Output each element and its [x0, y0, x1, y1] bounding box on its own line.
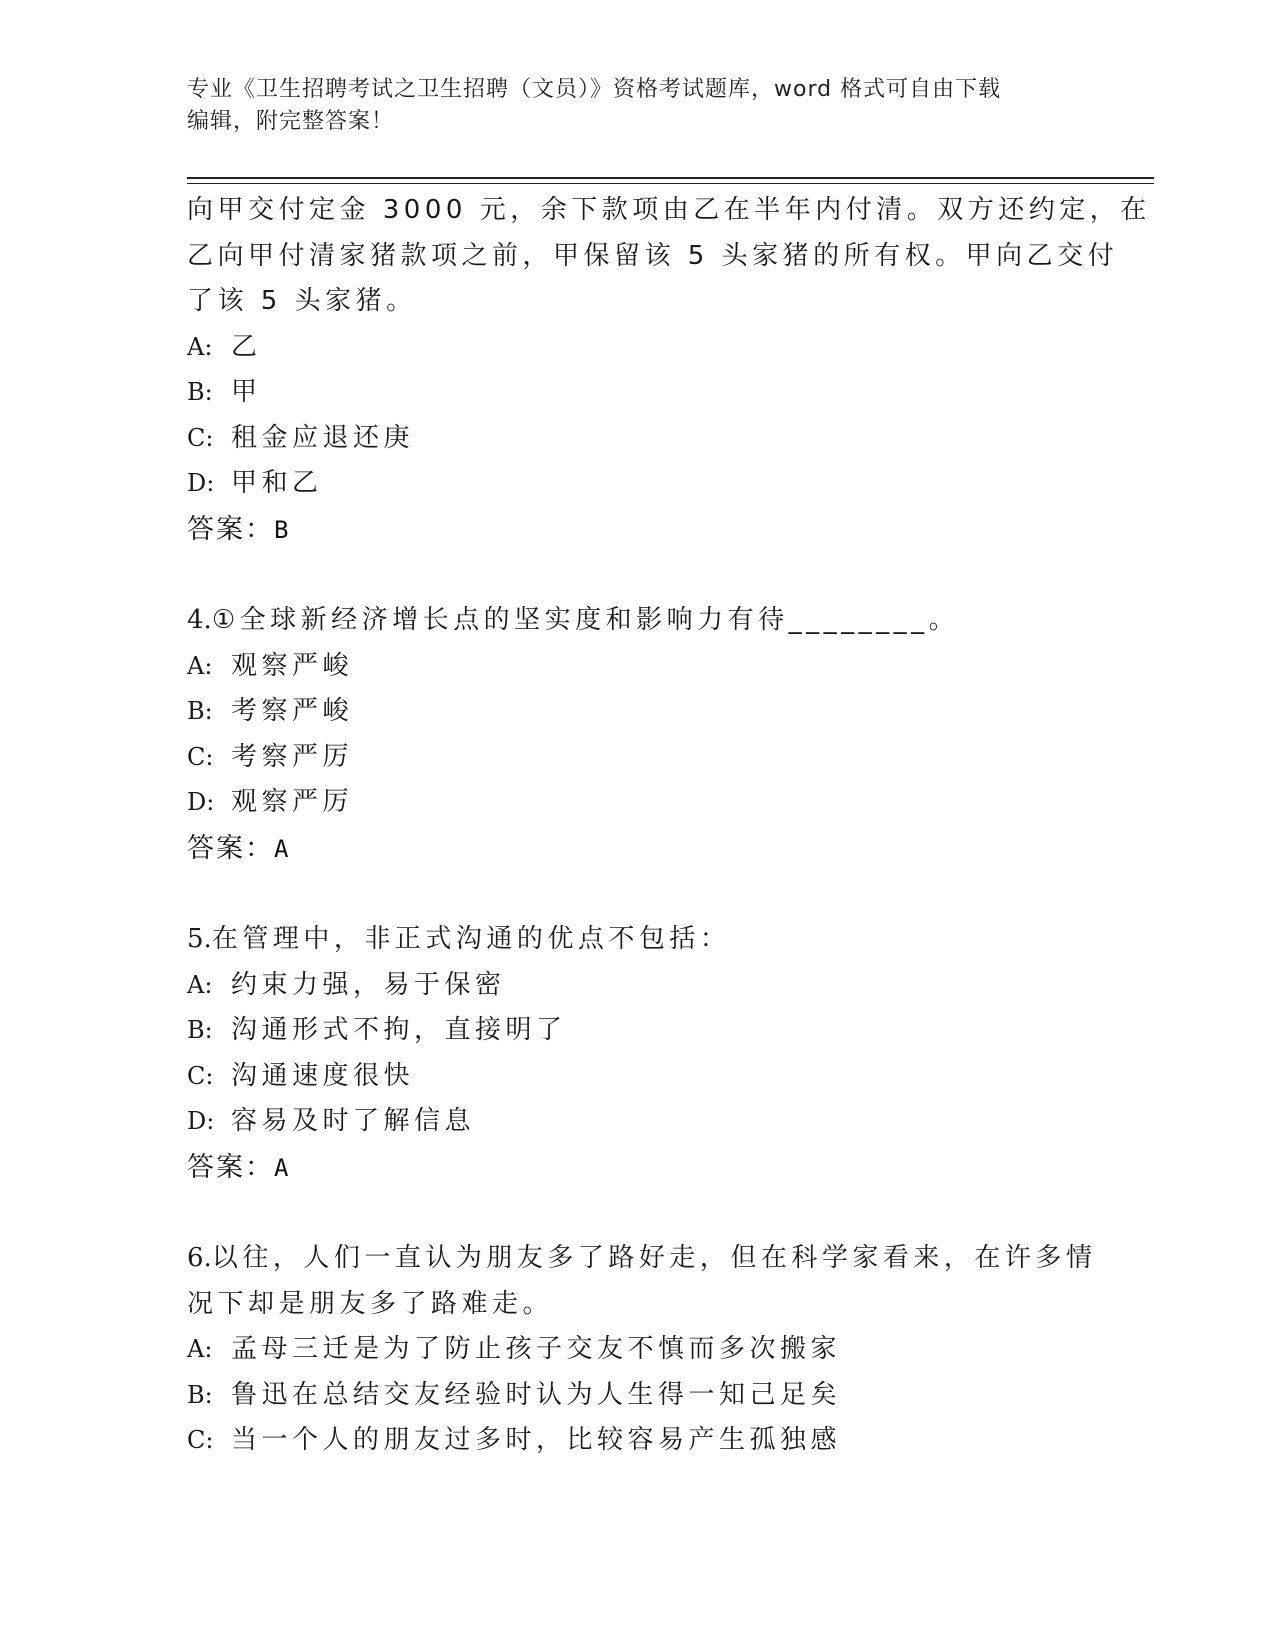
option-key: D: — [187, 469, 215, 497]
option-text: 沟通速度很快 — [231, 1060, 415, 1091]
option-key: C: — [187, 423, 214, 452]
question-5-stem — [187, 917, 1087, 963]
question-6-stem-line-1 — [187, 1236, 1097, 1282]
option-text: 观察严峻 — [231, 650, 354, 681]
answer-label: 答案： — [187, 1151, 274, 1183]
question-number: 4. — [187, 605, 212, 635]
option-key: A: — [187, 651, 213, 680]
option-text: 租金应退还庚 — [231, 422, 415, 453]
option-key: D: — [187, 788, 215, 816]
question-3-option-d — [187, 461, 1087, 507]
header-divider-thick — [187, 177, 1154, 179]
question-3-stem-line-3: 了该 5 头家猪。 — [187, 286, 417, 316]
question-6-stem-line-2: 况下却是朋友多了路难走。 — [187, 1288, 554, 1319]
option-key: A: — [187, 332, 213, 361]
option-text: 甲 — [231, 377, 262, 407]
question-text: 以往，人们一直认为朋友多了路好走，但在科学家看来，在许多情 — [211, 1243, 1097, 1273]
option-text: 乙 — [231, 331, 262, 362]
option-key: B: — [187, 1380, 213, 1409]
question-3-option-a — [187, 325, 1087, 371]
answer-value: A — [274, 834, 291, 863]
option-text: 观察严厉 — [231, 787, 354, 817]
question-3-option-b — [187, 370, 1087, 416]
option-key: D: — [187, 1107, 215, 1135]
option-key: C: — [187, 1061, 214, 1090]
answer-label: 答案： — [187, 832, 274, 864]
question-4 — [187, 598, 1087, 871]
answer-label: 答案： — [187, 513, 274, 545]
option-key: C: — [187, 742, 214, 771]
question-3-stem-line-2: 乙向甲付清家猪款项之前，甲保留该 5 头家猪的所有权。甲向乙交付 — [187, 240, 1119, 271]
question-6-option-c — [187, 1418, 1087, 1464]
question-text: ①全球新经济增长点的坚实度和影响力有待________。 — [211, 605, 960, 635]
option-text: 当一个人的朋友过多时，比较容易产生孤独感 — [231, 1425, 842, 1455]
question-6 — [187, 1236, 1097, 1464]
option-key: A: — [187, 970, 213, 999]
document-header — [187, 74, 1067, 138]
question-3-option-c — [187, 416, 1087, 462]
question-number: 5. — [187, 924, 212, 954]
question-list — [187, 188, 1151, 1464]
question-5-option-c — [187, 1054, 1087, 1100]
question-5-answer — [187, 1145, 1087, 1191]
option-text: 容易及时了解信息 — [231, 1106, 476, 1136]
option-key: B: — [187, 697, 213, 725]
option-text: 甲和乙 — [231, 468, 323, 498]
question-4-answer — [187, 826, 1087, 872]
option-text: 沟通形式不拘，直接明了 — [231, 1015, 567, 1045]
option-text: 孟母三迁是为了防止孩子交友不慎而多次搬家 — [231, 1334, 842, 1364]
question-3 — [187, 188, 1151, 552]
question-5 — [187, 917, 1087, 1190]
question-4-stem — [187, 598, 1087, 644]
question-6-option-a — [187, 1327, 1087, 1373]
question-5-option-a — [187, 963, 1087, 1009]
answer-value: B — [274, 515, 291, 544]
header-divider-thin — [187, 183, 1154, 184]
option-text: 考察严厉 — [231, 741, 354, 772]
question-6-option-b — [187, 1373, 1087, 1419]
answer-value: A — [274, 1153, 291, 1182]
option-key: B: — [187, 1016, 213, 1044]
question-4-option-a — [187, 644, 1087, 690]
question-5-option-b — [187, 1008, 1087, 1054]
option-text: 考察严峻 — [231, 696, 354, 726]
option-key: A: — [187, 1335, 213, 1363]
question-gap — [187, 552, 1087, 598]
header-line-2: 编辑，附完整答案！ — [187, 109, 395, 134]
question-number: 6. — [187, 1243, 212, 1273]
question-5-option-d — [187, 1099, 1087, 1145]
option-key: B: — [187, 378, 213, 406]
question-4-option-b — [187, 689, 1087, 735]
option-key: C: — [187, 1426, 214, 1454]
question-3-answer — [187, 507, 1087, 553]
option-text: 约束力强，易于保密 — [231, 969, 506, 1000]
question-3-stem-line-1: 向甲交付定金 3000 元，余下款项由乙在半年内付清。双方还约定，在 — [187, 195, 1151, 225]
question-gap — [187, 1190, 1087, 1236]
question-4-option-d — [187, 780, 1087, 826]
option-text: 鲁迅在总结交友经验时认为人生得一知己足矣 — [231, 1379, 842, 1410]
question-text: 在管理中，非正式沟通的优点不包括： — [211, 924, 731, 954]
question-4-option-c — [187, 735, 1087, 781]
question-gap — [187, 871, 1087, 917]
header-line-1: 专业《卫生招聘考试之卫生招聘（文员）》资格考试题库，word 格式可自由下载 — [187, 77, 1002, 102]
